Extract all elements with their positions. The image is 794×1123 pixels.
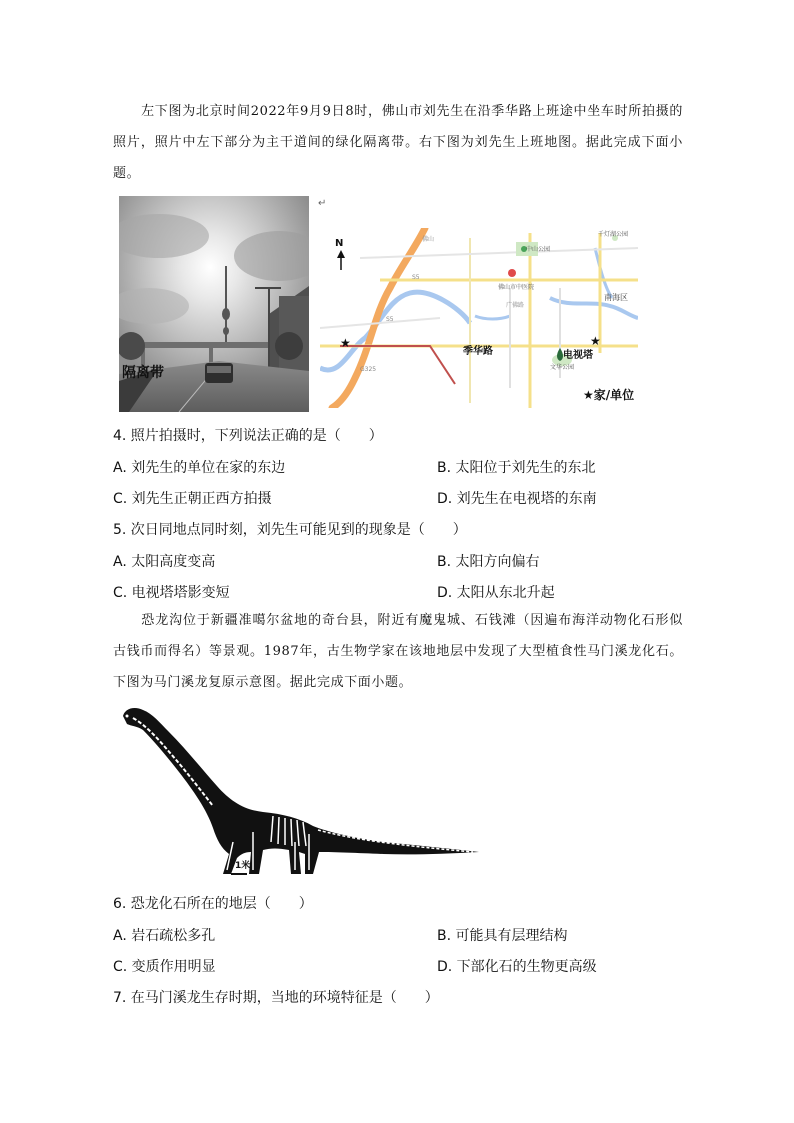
intro-paragraph-2	[113, 605, 683, 698]
question-5-option-a: A. 太阳高度变高	[113, 554, 216, 570]
question-6-option-b: B. 可能具有层理结构	[437, 928, 568, 944]
hospital-label: 佛山市中医院	[498, 284, 535, 291]
question-6-option-a: A. 岩石疏松多孔	[113, 928, 216, 944]
park-label-3: 文华公园	[550, 364, 575, 371]
street-photo	[119, 196, 309, 412]
minor-label-4: S5	[386, 316, 394, 323]
commute-map	[320, 228, 638, 408]
svg-text:★: ★	[590, 334, 601, 348]
north-label: N	[335, 238, 344, 249]
question-5-option-c: C. 电视塔塔影变短	[113, 585, 230, 601]
question-7: 7. 在马门溪龙生存时期，当地的环境特征是（ ）	[113, 990, 439, 1006]
dinosaur-skeleton-graphic	[113, 702, 485, 882]
minor-label-5: G325	[360, 366, 377, 373]
map-legend: ★家/单位	[583, 388, 635, 402]
question-5: 5. 次日同地点同时刻，刘先生可能见到的现象是（ ）	[113, 522, 467, 538]
question-6-option-c: C. 变质作用明显	[113, 959, 216, 975]
svg-text:★: ★	[340, 336, 351, 350]
commute-map-graphic	[320, 228, 638, 408]
question-4-option-d: D. 刘先生在电视塔的东南	[437, 491, 597, 507]
return-mark: ↵	[318, 198, 327, 209]
park-label-2: 千灯湖公园	[598, 231, 629, 238]
question-5-option-d: D. 太阳从东北升起	[437, 585, 555, 601]
minor-label-2: S5	[412, 274, 420, 281]
park-label-1: 中山公园	[526, 246, 551, 253]
scale-label: 1米	[235, 861, 251, 871]
mamenchisaurus-illustration	[113, 702, 485, 882]
tower-label: 电视塔	[563, 350, 593, 361]
question-6-option-d: D. 下部化石的生物更高级	[437, 959, 597, 975]
question-4-option-a: A. 刘先生的单位在家的东边	[113, 460, 286, 476]
question-4-option-b: B. 太阳位于刘先生的东北	[437, 460, 596, 476]
district-label: 南海区	[604, 293, 628, 302]
question-4: 4. 照片拍摄时，下列说法正确的是（ ）	[113, 428, 383, 444]
question-6: 6. 恐龙化石所在的地层（ ）	[113, 896, 313, 912]
intro-text-1: 左下图为北京时间2022年9月9日8时，佛山市刘先生在沿季华路上班途中坐车时所拍摄的照片，照片中左下部分为主干道间的绿化隔离带。右下图为刘先生上班地图。据此完成下面小题。	[113, 104, 683, 181]
question-4-option-c: C. 刘先生正朝正西方拍摄	[113, 491, 272, 507]
intro-text-2: 恐龙沟位于新疆准噶尔盆地的奇台县，附近有魔鬼城、石钱滩（因遍布海洋动物化石形似古钱币而得名）等景观。1987年，古生物学家在该地地层中发现了大型植食性马门溪龙化石。下图为马门溪龙复原示意图。据此完成下面小题。	[113, 613, 683, 690]
road-label: 季华路	[463, 346, 493, 357]
median-label: 隔离带	[122, 365, 164, 381]
question-5-option-b: B. 太阳方向偏右	[437, 554, 540, 570]
minor-label-3: 广佛路	[506, 302, 525, 309]
minor-label-1: 佛山	[422, 236, 435, 243]
intro-paragraph-1	[113, 96, 683, 189]
